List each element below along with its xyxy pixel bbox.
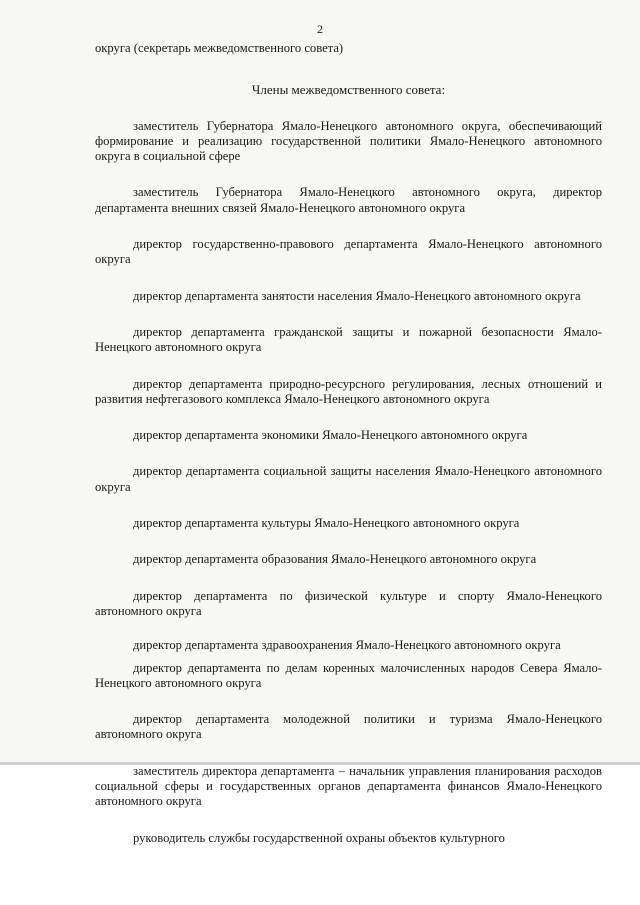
member-item: директор департамента природно-ресурсного регулирования, лесных отношений и развития нефтегазового комплекса Ямало-Ненецкого автономного округа — [95, 376, 602, 406]
member-item: директор департамента экономики Ямало-Ненецкого автономного округа — [133, 428, 528, 443]
document-body — [95, 41, 602, 846]
member-item: директор департамента занятости населения Ямало-Ненецкого автономного округа — [133, 288, 581, 303]
section-heading: Члены межведомственного совета: — [251, 82, 446, 98]
member-item: заместитель Губернатора Ямало-Ненецкого автономного округа, директор департамента внешних связей Ямало-Ненецкого автономного округа — [95, 185, 602, 215]
member-item: заместитель директора департамента – начальник управления планирования расходов социальной сферы и государственных органов департамента финансов Ямало-Ненецкого автономного округа — [95, 763, 602, 809]
member-item: директор государственно-правового департамента Ямало-Ненецкого автономного округа — [95, 237, 602, 267]
page-number: 2 — [317, 22, 323, 36]
member-item: руководитель службы государственной охраны объектов культурного — [133, 830, 505, 845]
member-item: директор департамента здравоохранения Ямало-Ненецкого автономного округа — [133, 638, 561, 653]
member-item: заместитель Губернатора Ямало-Ненецкого автономного округа, обеспечивающий формирование и реализацию государственной политики Ямало-Ненецкого автономного округа в социальной сфере — [95, 118, 602, 164]
member-item: директор департамента гражданской защиты и пожарной безопасности Ямало-Ненецкого автономного округа — [95, 324, 602, 355]
member-item: директор департамента образования Ямало-Ненецкого автономного округа — [133, 552, 537, 567]
intro-line: округа (секретарь межведомственного совета) — [95, 41, 344, 55]
member-item: директор департамента социальной защиты населения Ямало-Ненецкого автономного округа — [95, 464, 602, 494]
member-item: директор департамента по физической культуре и спорту Ямало-Ненецкого автономного округа — [95, 588, 602, 618]
member-item: директор департамента культуры Ямало-Ненецкого автономного округа — [133, 516, 520, 531]
member-item: директор департамента молодежной политики и туризма Ямало-Ненецкого автономного округа — [95, 712, 602, 742]
member-item: директор департамента по делам коренных малочисленных народов Севера Ямало-Ненецкого автономного округа — [95, 660, 602, 690]
